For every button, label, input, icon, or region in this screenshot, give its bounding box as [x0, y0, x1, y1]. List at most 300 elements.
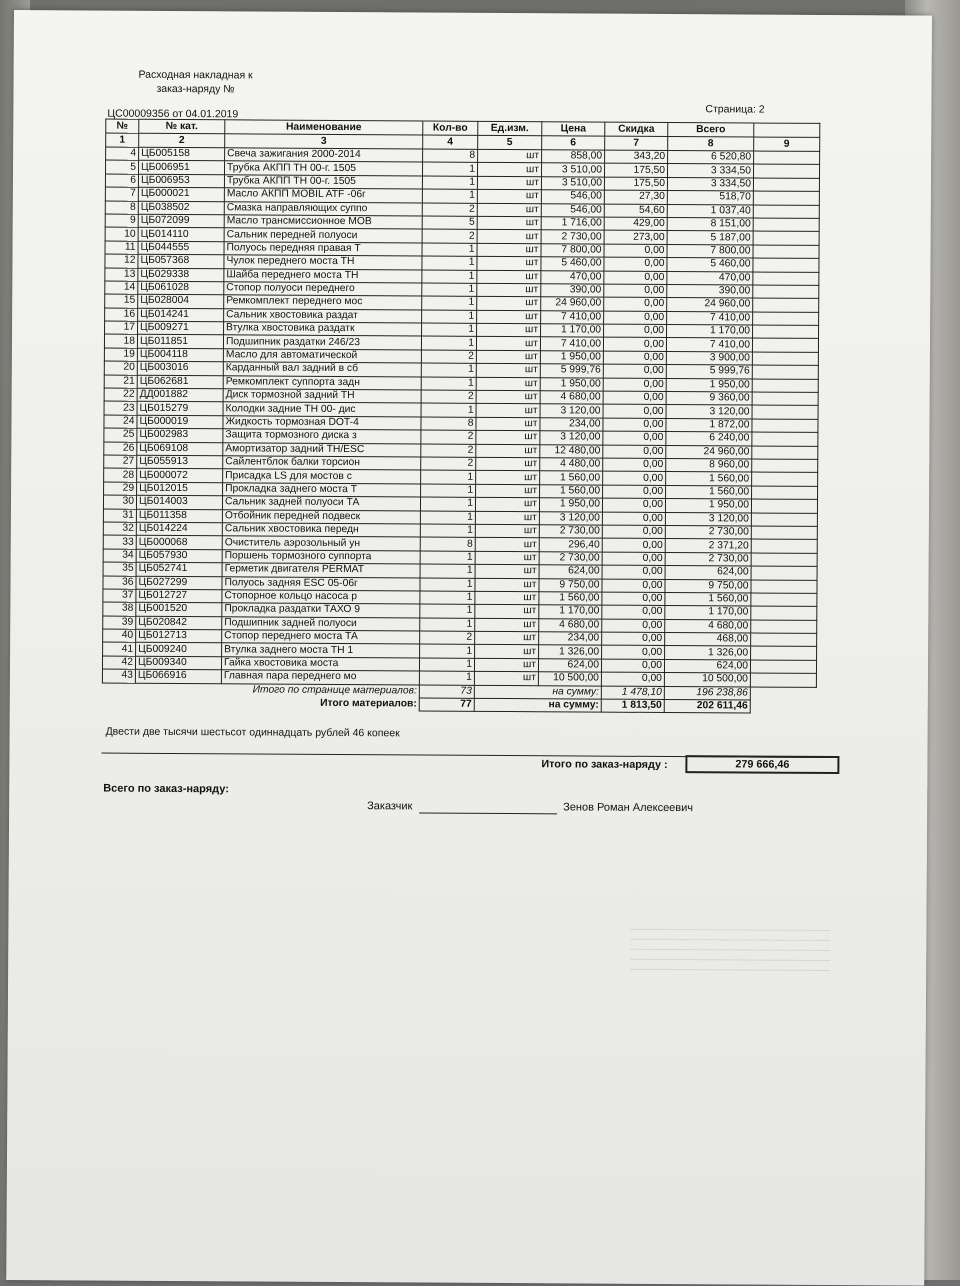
row-qty: 1: [420, 524, 475, 538]
row-total: 3 334,50: [667, 177, 753, 191]
row-name: Чулок переднего моста ТН: [224, 255, 422, 270]
row-price: 3 510,00: [541, 163, 604, 177]
row-unit: шт: [477, 163, 541, 177]
row-extra: [752, 459, 818, 473]
row-qty: 8: [420, 537, 475, 551]
customer-label: Заказчик: [367, 800, 413, 813]
row-extra: [753, 325, 819, 339]
row-catalog: ЦБ006951: [139, 161, 225, 175]
row-total: 4 680,00: [665, 619, 751, 633]
row-price: 1 950,00: [539, 498, 602, 512]
page-total-amount: 196 238,86: [664, 686, 750, 700]
row-num: 28: [104, 468, 137, 482]
page-total-blank: [750, 687, 816, 701]
row-total: 2 730,00: [665, 525, 751, 539]
row-total: 6 520,80: [668, 150, 754, 164]
row-num: 8: [105, 201, 138, 215]
row-name: Очиститель аэрозольный ун: [222, 536, 420, 551]
row-discount: 0,00: [603, 338, 666, 352]
col-index-5: 5: [478, 135, 542, 149]
row-discount: 0,00: [603, 418, 666, 432]
col-header-discount: Скидка: [605, 122, 668, 136]
row-qty: 1: [420, 551, 475, 565]
row-price: 3 120,00: [540, 404, 603, 418]
row-price: 1 950,00: [540, 377, 603, 391]
row-num: 18: [104, 335, 137, 349]
row-name: Диск тормозной задний ТН: [223, 389, 421, 404]
row-num: 38: [103, 602, 136, 616]
row-num: 24: [104, 415, 137, 429]
row-qty: 5: [422, 216, 477, 230]
row-num: 15: [105, 294, 138, 308]
col-index-8: 8: [668, 136, 754, 151]
row-extra: [753, 205, 819, 219]
row-num: 9: [105, 214, 138, 228]
row-discount: 0,00: [603, 471, 666, 485]
col-header-extra: [754, 123, 820, 137]
row-qty: 1: [420, 618, 475, 632]
materials-total-amount: 202 611,46: [664, 700, 750, 714]
row-catalog: ДД001882: [137, 388, 223, 402]
col-header-qty: Кол-во: [423, 121, 478, 135]
row-catalog: ЦБ014224: [136, 522, 222, 536]
row-name: Амортизатор задний TH/ESC: [223, 442, 421, 457]
row-discount: 0,00: [602, 619, 665, 633]
row-unit: шт: [475, 511, 539, 525]
row-price: 7 410,00: [541, 310, 604, 324]
row-extra: [750, 660, 816, 674]
row-unit: шт: [475, 524, 539, 538]
row-name: Ремкомплект суппорта задн: [223, 375, 421, 390]
col-index-2: 2: [139, 133, 225, 148]
row-extra: [753, 178, 819, 192]
row-total: 1 037,40: [667, 204, 753, 218]
all-by-order-label: Всего по заказ-наряду:: [103, 782, 229, 796]
row-name: Стопор полуоси переднего: [224, 282, 422, 297]
row-num: 34: [103, 549, 136, 563]
row-total: 1 950,00: [666, 378, 752, 392]
row-unit: шт: [476, 431, 540, 445]
row-total: 3 120,00: [666, 405, 752, 419]
row-price: 390,00: [541, 284, 604, 298]
row-unit: шт: [474, 658, 538, 672]
row-qty: 1: [421, 470, 476, 484]
row-unit: шт: [476, 390, 540, 404]
row-qty: 2: [421, 457, 476, 471]
row-price: 234,00: [540, 418, 603, 432]
row-discount: 0,00: [604, 324, 667, 338]
row-num: 42: [102, 656, 135, 670]
row-catalog: ЦБ002983: [137, 428, 223, 442]
row-price: 1 326,00: [539, 645, 602, 659]
row-num: 25: [104, 428, 137, 442]
row-catalog: ЦБ062681: [137, 375, 223, 389]
row-catalog: ЦБ000021: [138, 187, 224, 201]
row-discount: 343,20: [605, 150, 668, 164]
row-num: 5: [106, 160, 139, 174]
row-num: 40: [103, 629, 136, 643]
title-line-2: заказ-наряду №: [156, 82, 235, 96]
row-unit: шт: [475, 645, 539, 659]
row-catalog: ЦБ003016: [137, 362, 223, 376]
row-unit: шт: [476, 350, 540, 364]
row-discount: 0,00: [603, 458, 666, 472]
row-total: 8 960,00: [666, 458, 752, 472]
row-num: 7: [105, 187, 138, 201]
row-discount: 27,30: [604, 190, 667, 204]
row-num: 21: [104, 375, 137, 389]
title-line-1: Расходная накладная к: [138, 68, 253, 82]
row-qty: 2: [421, 444, 476, 458]
row-price: 234,00: [539, 632, 602, 646]
row-catalog: ЦБ044555: [138, 241, 224, 255]
row-num: 22: [104, 388, 137, 402]
row-unit: шт: [477, 243, 541, 257]
row-qty: 8: [423, 149, 478, 163]
row-extra: [751, 646, 817, 660]
row-name: Втулка заднего моста ТН 1: [222, 643, 420, 658]
row-catalog: ЦБ012727: [136, 589, 222, 603]
row-qty: 1: [422, 296, 477, 310]
row-total: 7 410,00: [666, 338, 752, 352]
row-discount: 0,00: [603, 431, 666, 445]
row-price: 296,40: [539, 538, 602, 552]
row-name: Полуось передняя правая Т: [224, 242, 422, 257]
row-discount: 175,50: [604, 177, 667, 191]
row-num: 10: [105, 227, 138, 241]
row-name: Защита тормозного диска з: [223, 429, 421, 444]
row-discount: 0,00: [603, 378, 666, 392]
row-unit: шт: [476, 364, 540, 378]
row-price: 2 730,00: [539, 551, 602, 565]
row-name: Трубка АКПП ТН 00-г. 1505: [224, 175, 422, 190]
row-catalog: ЦБ009340: [135, 656, 221, 670]
row-unit: шт: [475, 618, 539, 632]
row-extra: [753, 231, 819, 245]
row-price: 3 510,00: [541, 177, 604, 191]
row-qty: 2: [421, 430, 476, 444]
row-price: 3 120,00: [540, 431, 603, 445]
col-header-total: Всего: [668, 122, 754, 137]
row-discount: 54,60: [604, 204, 667, 218]
row-qty: 2: [422, 229, 477, 243]
row-catalog: ЦБ028004: [138, 295, 224, 309]
row-discount: 0,00: [604, 284, 667, 298]
row-price: 624,00: [538, 659, 601, 673]
row-catalog: ЦБ014003: [136, 495, 222, 509]
row-num: 32: [103, 522, 136, 536]
row-discount: 0,00: [603, 391, 666, 405]
row-name: Подшипник задней полуоси: [222, 616, 420, 631]
row-extra: [752, 405, 818, 419]
row-name: Герметик двигателя PERMAT: [222, 563, 420, 578]
row-qty: 1: [420, 604, 475, 618]
row-name: Сальник хвостовика раздат: [224, 308, 422, 323]
row-discount: 0,00: [604, 297, 667, 311]
row-price: 2 730,00: [539, 525, 602, 539]
row-discount: 0,00: [602, 632, 665, 646]
row-unit: шт: [476, 377, 540, 391]
row-catalog: ЦБ001520: [136, 603, 222, 617]
row-unit: шт: [477, 203, 541, 217]
row-unit: шт: [477, 176, 541, 190]
row-qty: 1: [421, 336, 476, 350]
row-unit: шт: [475, 564, 539, 578]
row-catalog: ЦБ015279: [137, 402, 223, 416]
row-catalog: ЦБ069108: [137, 442, 223, 456]
row-name: Стопорное кольцо насоса р: [222, 590, 420, 605]
row-extra: [751, 580, 817, 594]
row-unit: шт: [475, 605, 539, 619]
row-discount: 0,00: [602, 512, 665, 526]
materials-total-label: Итого материалов:: [320, 698, 417, 710]
row-catalog: ЦБ009271: [138, 321, 224, 335]
row-qty: 8: [421, 417, 476, 431]
row-num: 14: [105, 281, 138, 295]
row-unit: шт: [476, 404, 540, 418]
row-discount: 429,00: [604, 217, 667, 231]
row-extra: [751, 499, 817, 513]
row-extra: [753, 218, 819, 232]
row-price: 24 960,00: [541, 297, 604, 311]
row-total: 24 960,00: [667, 298, 753, 312]
row-catalog: ЦБ000072: [137, 469, 223, 483]
row-total: 624,00: [664, 659, 750, 673]
row-discount: 0,00: [604, 257, 667, 271]
page-total-discount: 1 478,10: [601, 686, 664, 700]
row-qty: 1: [421, 484, 476, 498]
row-qty: 1: [422, 283, 477, 297]
row-name: Сальник задней полуоси ТА: [222, 496, 420, 511]
invoice-document: [103, 66, 846, 815]
row-discount: 0,00: [603, 351, 666, 365]
row-discount: 0,00: [603, 445, 666, 459]
row-unit: шт: [476, 444, 540, 458]
row-total: 1 560,00: [666, 472, 752, 486]
row-name: Стопор переднего моста ТА: [222, 630, 420, 645]
row-qty: 1: [422, 243, 477, 257]
row-extra: [751, 606, 817, 620]
row-extra: [753, 298, 819, 312]
materials-total-blank: [750, 700, 816, 714]
row-num: 19: [104, 348, 137, 362]
row-total: 390,00: [667, 284, 753, 298]
row-total: 518,70: [667, 191, 753, 205]
row-discount: 0,00: [601, 672, 664, 686]
row-qty: 1: [420, 577, 475, 591]
row-num: 37: [103, 589, 136, 603]
row-catalog: ЦБ012713: [136, 629, 222, 643]
row-total: 5 187,00: [667, 231, 753, 245]
col-index-1: 1: [106, 133, 139, 147]
row-catalog: ЦБ004118: [137, 348, 223, 362]
row-num: 27: [104, 455, 137, 469]
row-unit: шт: [477, 310, 541, 324]
row-name: Главная пара переднего мо: [221, 670, 419, 685]
row-discount: 0,00: [604, 244, 667, 258]
row-qty: 1: [420, 591, 475, 605]
row-discount: 0,00: [602, 525, 665, 539]
row-name: Смазка направляющих суппо: [224, 201, 422, 216]
row-name: Сальник передней полуоси: [224, 228, 422, 243]
row-price: 470,00: [541, 270, 604, 284]
row-qty: 2: [420, 631, 475, 645]
row-name: Жидкость тормозная DOT-4: [223, 416, 421, 431]
row-catalog: ЦБ011358: [136, 509, 222, 523]
row-catalog: ЦБ000019: [137, 415, 223, 429]
row-unit: шт: [475, 578, 539, 592]
row-price: 4 680,00: [539, 618, 602, 632]
row-price: 858,00: [542, 150, 605, 164]
row-catalog: ЦБ011851: [137, 335, 223, 349]
row-unit: шт: [476, 471, 540, 485]
row-name: Масло АКПП MOBIL ATF -06г: [224, 188, 422, 203]
row-num: 36: [103, 576, 136, 590]
row-name: Масло для автоматической: [223, 349, 421, 364]
row-catalog: ЦБ072099: [138, 214, 224, 228]
row-price: 10 500,00: [538, 672, 601, 686]
row-price: 624,00: [539, 565, 602, 579]
materials-total-sum-label: на сумму:: [474, 698, 601, 712]
col-index-6: 6: [542, 136, 605, 150]
row-total: 6 240,00: [666, 432, 752, 446]
row-num: 16: [105, 308, 138, 322]
row-qty: 1: [420, 644, 475, 658]
row-price: 1 560,00: [540, 484, 603, 498]
row-extra: [751, 526, 817, 540]
row-num: 17: [105, 321, 138, 335]
order-total-value: 279 666,46: [685, 755, 839, 774]
row-total: 2 371,20: [665, 539, 751, 553]
row-extra: [752, 472, 818, 486]
row-price: 3 120,00: [539, 511, 602, 525]
row-unit: шт: [476, 337, 540, 351]
row-price: 7 800,00: [541, 243, 604, 257]
materials-total-discount: 1 813,50: [601, 699, 664, 713]
row-discount: 0,00: [602, 565, 665, 579]
row-total: 3 120,00: [665, 512, 751, 526]
row-extra: [751, 593, 817, 607]
row-name: Трубка АКПП ТН 00-г. 1505: [224, 161, 422, 176]
row-total: 10 500,00: [664, 673, 750, 687]
row-catalog: ЦБ012015: [137, 482, 223, 496]
row-discount: 0,00: [602, 605, 665, 619]
row-qty: 2: [422, 203, 477, 217]
row-qty: 1: [422, 176, 477, 190]
row-unit: шт: [476, 457, 540, 471]
page-total-label: Итого по странице материалов:: [252, 684, 417, 697]
row-discount: 0,00: [602, 552, 665, 566]
row-qty: 1: [422, 256, 477, 270]
row-total: 9 360,00: [666, 392, 752, 406]
row-qty: 1: [420, 511, 475, 525]
row-qty: 1: [422, 323, 477, 337]
row-extra: [753, 272, 819, 286]
row-total: 1 950,00: [665, 499, 751, 513]
paper-sheet: [6, 10, 932, 1286]
row-total: 5 460,00: [667, 258, 753, 272]
row-qty: 1: [422, 310, 477, 324]
row-catalog: ЦБ029338: [138, 268, 224, 282]
row-unit: шт: [476, 484, 540, 498]
row-total: 7 800,00: [667, 244, 753, 258]
row-extra: [752, 419, 818, 433]
row-num: 31: [103, 509, 136, 523]
row-name: Поршень тормозного суппорта: [222, 550, 420, 565]
row-name: Полуось задняя ESC 05-06г: [222, 576, 420, 591]
row-price: 546,00: [541, 203, 604, 217]
row-extra: [752, 379, 818, 393]
row-extra: [753, 258, 819, 272]
row-price: 7 410,00: [540, 337, 603, 351]
customer-name: Зенов Роман Алексеевич: [563, 801, 694, 815]
row-extra: [753, 191, 819, 205]
row-total: 1 560,00: [665, 592, 751, 606]
row-total: 9 750,00: [665, 579, 751, 593]
amount-in-words: Двести две тысячи шестьсот одиннадцать рублей 46 копеек: [105, 725, 400, 740]
row-unit: шт: [475, 631, 539, 645]
row-extra: [750, 673, 816, 687]
col-index-4: 4: [423, 135, 478, 149]
row-num: 12: [105, 254, 138, 268]
row-extra: [751, 553, 817, 567]
row-catalog: ЦБ055913: [137, 455, 223, 469]
row-extra: [751, 539, 817, 553]
row-total: 468,00: [665, 633, 751, 647]
row-extra: [751, 513, 817, 527]
show-through-text: [630, 929, 830, 990]
row-extra: [751, 633, 817, 647]
row-price: 9 750,00: [539, 578, 602, 592]
row-name: Карданный вал задний в сб: [223, 362, 421, 377]
row-total: 1 326,00: [665, 646, 751, 660]
row-total: 624,00: [665, 566, 751, 580]
row-name: Сальник хвостовика передн: [222, 523, 420, 538]
document-title: [115, 68, 275, 97]
row-qty: 1: [421, 403, 476, 417]
row-name: Ремкомплект переднего мос: [224, 295, 422, 310]
col-index-3: 3: [225, 134, 423, 149]
row-catalog: ЦБ027299: [136, 576, 222, 590]
row-num: 23: [104, 401, 137, 415]
row-price: 4 480,00: [540, 458, 603, 472]
row-extra: [752, 432, 818, 446]
row-num: 39: [103, 616, 136, 630]
page-total-qty: 73: [419, 685, 474, 699]
row-total: 24 960,00: [666, 445, 752, 459]
row-price: 1 170,00: [539, 605, 602, 619]
row-qty: 1: [420, 564, 475, 578]
row-discount: 0,00: [603, 485, 666, 499]
col-header-num: №: [106, 119, 139, 133]
row-extra: [752, 486, 818, 500]
row-unit: шт: [477, 323, 541, 337]
document-number: ЦС00009356 от 04.01.2019: [107, 107, 239, 121]
row-catalog: ЦБ057930: [136, 549, 222, 563]
row-catalog: ЦБ038502: [138, 201, 224, 215]
row-catalog: ЦБ005158: [139, 147, 225, 161]
col-header-catalog: № кат.: [139, 119, 225, 134]
row-discount: 273,00: [604, 230, 667, 244]
row-extra: [753, 312, 819, 326]
row-discount: 0,00: [603, 364, 666, 378]
row-price: 12 480,00: [540, 444, 603, 458]
row-price: 1 716,00: [541, 217, 604, 231]
row-unit: шт: [474, 672, 538, 686]
row-extra: [754, 151, 820, 165]
items-body: [102, 147, 819, 687]
row-discount: 0,00: [602, 498, 665, 512]
